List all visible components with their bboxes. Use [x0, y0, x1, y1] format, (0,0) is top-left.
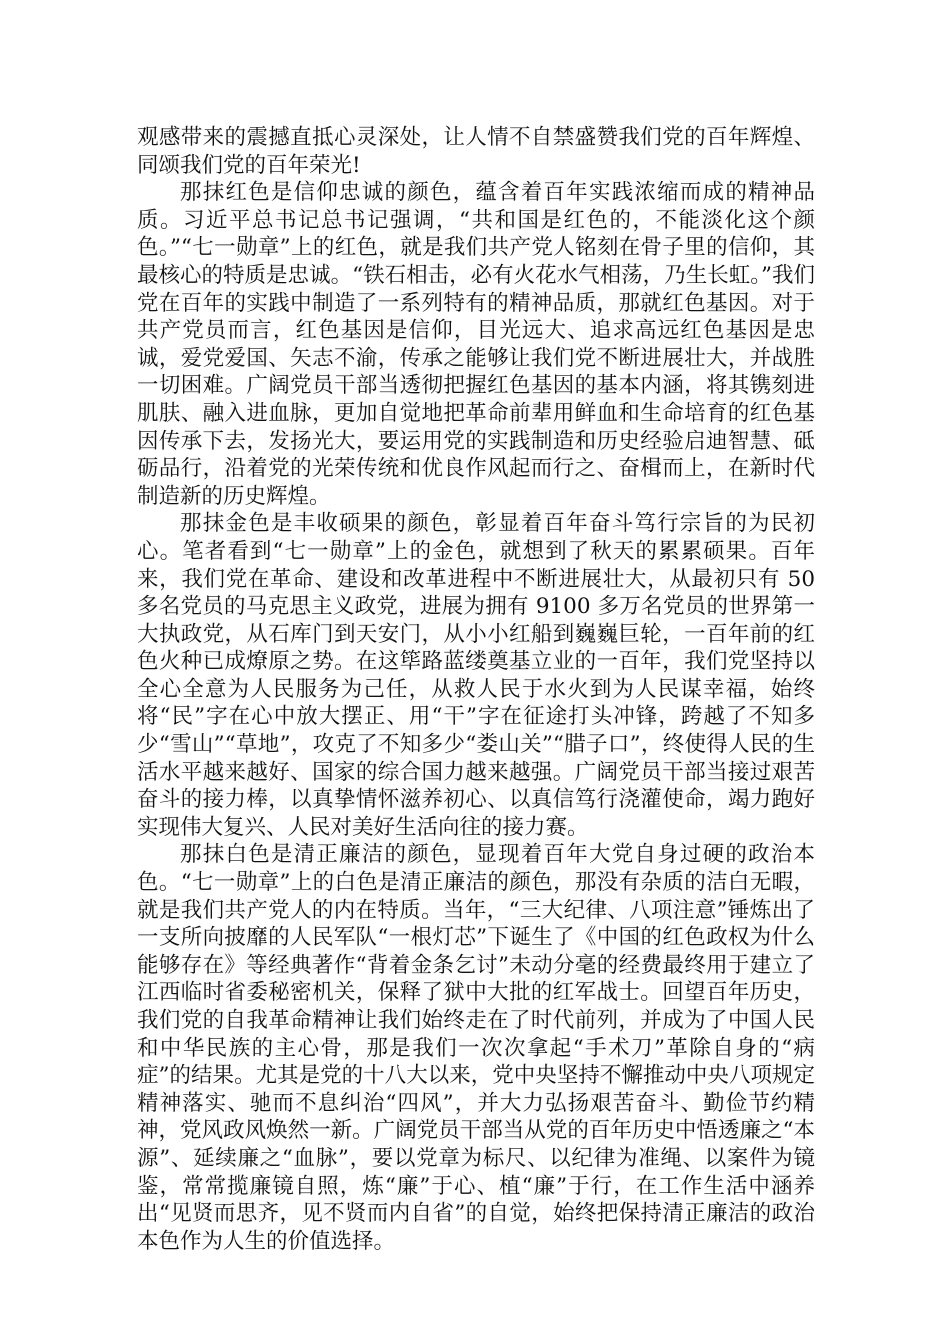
paragraph-gold: 那抹金色是丰收硕果的颜色，彰显着百年奋斗笃行宗旨的为民初心。笔者看到“七一勋章”上的金色，就想到了秋天的累累硕果。百年来，我们党在革命、建设和改革进程中不断进展壮大，从最初只有 50 多名党员的马克思主义政党，进展为拥有 9100 多万名党员的世界第一大执政党，从石库门到天安门，从小小红船到巍巍巨轮，一百年前的红色火种已成燎原之势。在这筚路蓝缕奠基立业的一百年，我们党坚持以全心全意为人民服务为己任，从救人民于水火到为人民谋幸福，始终将“民”字在心中放大摆正、用“干”字在征途打头冲锋，跨越了不知多少“雪山”“草地”，攻克了不知多少“娄山关”“腊子口”，终使得人民的生活水平越来越好、国家的综合国力越来越强。广阔党员干部当接过艰苦奋斗的接力棒，以真挚情怀滋养初心、以真信笃行浇灌使命，竭力跑好实现伟大复兴、人民对美好生活向往的接力赛。	[137, 511, 815, 840]
paragraph-continuation: 观感带来的震撼直抵心灵深处，让人情不自禁盛赞我们党的百年辉煌、同颂我们党的百年荣光!	[137, 125, 815, 178]
paragraph-white: 那抹白色是清正廉洁的颜色，显现着百年大党自身过硬的政治本色。“七一勋章”上的白色是清正廉洁的颜色，那没有杂质的洁白无暇，就是我们共产党人的内在特质。当年，“三大纪律、八项注意”锤炼出了一支所向披靡的人民军队“一根灯芯”下诞生了《中国的红色政权为什么能够存在》等经典著作“背着金条乞讨”未动分毫的经费最终用于建立了江西临时省委秘密机关，保释了狱中大批的红军战士。回望百年历史，我们党的自我革命精神让我们始终走在了时代前列，并成为了中国人民和中华民族的主心骨，那是我们一次次拿起“手术刀”革除自身的“病症”的结果。尤其是党的十八大以来，党中央坚持不懈推动中央八项规定精神落实、驰而不息纠治“四风”，并大力弘扬艰苦奋斗、勤俭节约精神，党风政风焕然一新。广阔党员干部当从党的百年历史中悟透廉之“本源”、延续廉之“血脉”，要以党章为标尺、以纪律为准绳、以案件为镜鉴，常常揽廉镜自照，炼“廉”于心、植“廉”于行，在工作生活中涵养出“见贤而思齐，见不贤而内自省”的自觉，始终把保持清正廉洁的政治本色作为人生的价值选择。	[137, 842, 815, 1254]
paragraph-red: 那抹红色是信仰忠诚的颜色，蕴含着百年实践浓缩而成的精神品质。习近平总书记总书记强调，“共和国是红色的，不能淡化这个颜色。”“七一勋章”上的红色，就是我们共产党人铭刻在骨子里的信仰，其最核心的特质是忠诚。“铁石相击，必有火花水气相荡，乃生长虹。”我们党在百年的实践中制造了一系列特有的精神品质，那就红色基因。对于共产党员而言，红色基因是信仰，目光远大、追求高远红色基因是忠诚，爱党爱国、矢志不渝，传承之能够让我们党不断进展壮大，并战胜一切困难。广阔党员干部当透彻把握红色基因的基本内涵，将其镌刻进肌肤、融入进血脉，更加自觉地把革命前辈用鲜血和生命培育的红色基因传承下去，发扬光大，要运用党的实践制造和历史经验启迪智慧、砥砺品行，沿着党的光荣传统和优良作风起而行之、奋楫而上，在新时代制造新的历史辉煌。	[137, 180, 815, 509]
document-body	[137, 124, 815, 1255]
